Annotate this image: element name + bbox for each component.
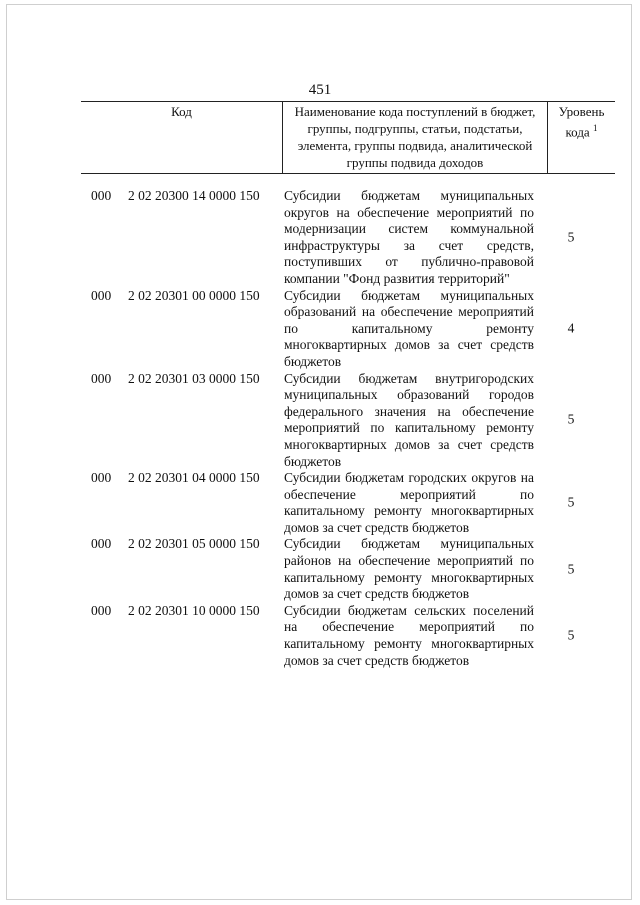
row-budget-code: 2 02 20301 05 0000 150 bbox=[128, 536, 260, 552]
table-header bbox=[81, 101, 615, 174]
header-level-footnote: 1 bbox=[592, 123, 598, 133]
header-code bbox=[81, 102, 283, 174]
header-name bbox=[283, 102, 548, 174]
row-budget-code: 2 02 20301 04 0000 150 bbox=[128, 470, 260, 486]
table-row bbox=[0, 288, 640, 371]
header-code-label: Код bbox=[171, 104, 192, 119]
row-budget-code: 2 02 20300 14 0000 150 bbox=[128, 188, 260, 203]
header-level-label: Уровень кода bbox=[558, 104, 605, 140]
row-budget-code: 2 02 20301 03 0000 150 bbox=[128, 370, 260, 386]
row-name: Субсидии бюджетам муниципальных округов на обеспечение мероприятий по модернизации систем коммунальной инфраструктуры за счет средств, поступивших от публично-правовой компании "Фонд развития территорий" bbox=[284, 188, 534, 286]
row-level: 5 bbox=[567, 561, 575, 577]
row-level: 4 bbox=[567, 320, 575, 336]
row-admin-code: 000 bbox=[91, 602, 112, 618]
row-admin-code: 000 bbox=[91, 536, 112, 552]
table-row bbox=[0, 536, 640, 602]
row-admin-code: 000 bbox=[91, 370, 112, 386]
row-name: Субсидии бюджетам сельских поселений на обеспечение мероприятий по капитальному ремонту многоквартирных домов за счет средств бюджетов bbox=[284, 602, 534, 668]
row-budget-code: 2 02 20301 00 0000 150 bbox=[128, 287, 260, 303]
row-admin-code: 000 bbox=[91, 188, 112, 203]
row-budget-code: 2 02 20301 10 0000 150 bbox=[128, 602, 260, 618]
row-name: Субсидии бюджетам муниципальных районов на обеспечение мероприятий по капитальному ремонту многоквартирных домов за счет средств бюджетов bbox=[284, 536, 534, 602]
table-row bbox=[0, 371, 640, 471]
header-level bbox=[548, 102, 616, 174]
code-rows bbox=[0, 188, 640, 669]
row-admin-code: 000 bbox=[91, 287, 112, 303]
row-level: 5 bbox=[567, 494, 575, 510]
table-row bbox=[0, 188, 640, 288]
header-name-label: Наименование кода поступлений в бюджет, группы, подгруппы, статьи, подстатьи, элемента, группы подвида, аналитической группы подвида доходов bbox=[294, 104, 536, 170]
row-level: 5 bbox=[567, 229, 575, 245]
row-level: 5 bbox=[567, 627, 575, 643]
row-name: Субсидии бюджетам муниципальных образований на обеспечение мероприятий по капитальному ремонту многоквартирных домов за счет средств бюджетов bbox=[284, 287, 534, 369]
row-level: 5 bbox=[567, 412, 575, 428]
row-admin-code: 000 bbox=[91, 470, 112, 486]
page-number: 451 bbox=[308, 82, 332, 98]
row-name: Субсидии бюджетам городских округов на обеспечение мероприятий по капитальному ремонту многоквартирных домов за счет средств бюджетов bbox=[284, 470, 534, 535]
table-row bbox=[0, 470, 640, 536]
table-row bbox=[0, 603, 640, 669]
row-name: Субсидии бюджетам внутригородских муниципальных образований городов федерального значения на обеспечение мероприятий по капитальному ремонту многоквартирных домов за счет средств бюджетов bbox=[284, 370, 534, 469]
